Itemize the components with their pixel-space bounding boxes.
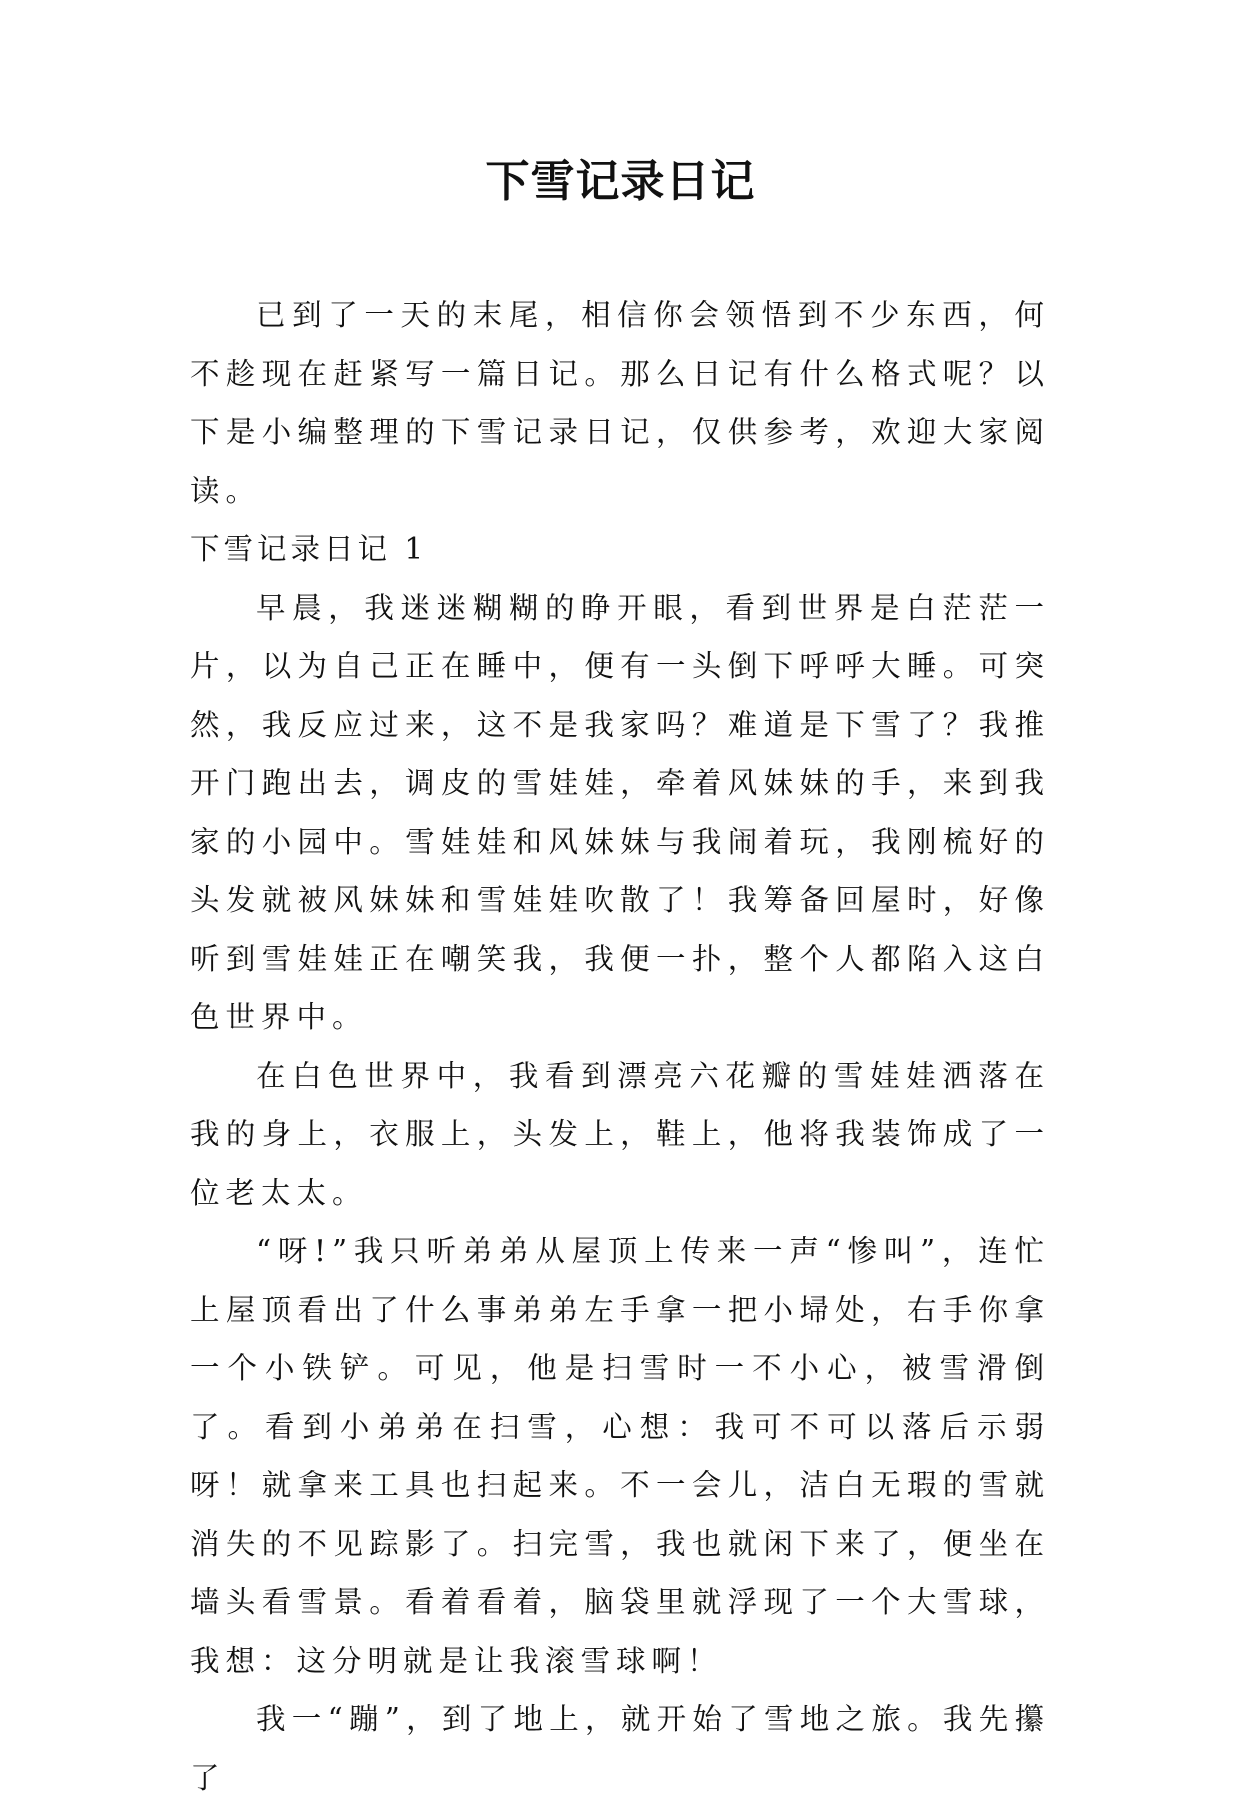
page-title: 下雪记录日记 (485, 156, 756, 207)
intro-paragraph: 已到了一天的末尾，相信你会领悟到不少东西，何不趁现在赶紧写一篇日记。那么日记有什么格式呢？以下是小编整理的下雪记录日记，仅供参考，欢迎大家阅读。 (190, 298, 1050, 508)
section-heading: 下雪记录日记 1 (190, 532, 428, 566)
diary-paragraph: 在白色世界中，我看到漂亮六花瓣的雪娃娃洒落在我的身上，衣服上，头发上，鞋上，他将我装饰成了一位老太太。 (190, 1058, 1050, 1210)
diary-section-1 (190, 520, 1050, 1807)
diary-paragraph: 我一“蹦”，到了地上，就开始了雪地之旅。我先攥了 (190, 1702, 1050, 1795)
diary-paragraph: 早晨，我迷迷糊糊的睁开眼，看到世界是白茫茫一片，以为自己正在睡中，便有一头倒下呼呼大睡。可突然，我反应过来，这不是我家吗？难道是下雪了？我推开门跑出去，调皮的雪娃娃，牵着风妹妹的手，来到我家的小园中。雪娃娃和风妹妹与我闹着玩，我刚梳好的头发就被风妹妹和雪娃娃吹散了！我筹备回屋时，好像听到雪娃娃正在嘲笑我，我便一扑，整个人都陷入这白色世界中。 (190, 590, 1050, 1034)
diary-paragraph: “呀!”我只听弟弟从屋顶上传来一声“惨叫”，连忙上屋顶看出了什么事弟弟左手拿一把小埽处，右手你拿一个小铁铲。可见，他是扫雪时一不小心，被雪滑倒了。看到小弟弟在扫雪，心想：我可不可以落后示弱呀！就拿来工具也扫起来。不一会儿，洁白无瑕的雪就消失的不见踪影了。扫完雪，我也就闲下来了，便坐在墙头看雪景。看着看着，脑袋里就浮现了一个大雪球，我想：这分明就是让我滚雪球啊！ (190, 1234, 1050, 1678)
